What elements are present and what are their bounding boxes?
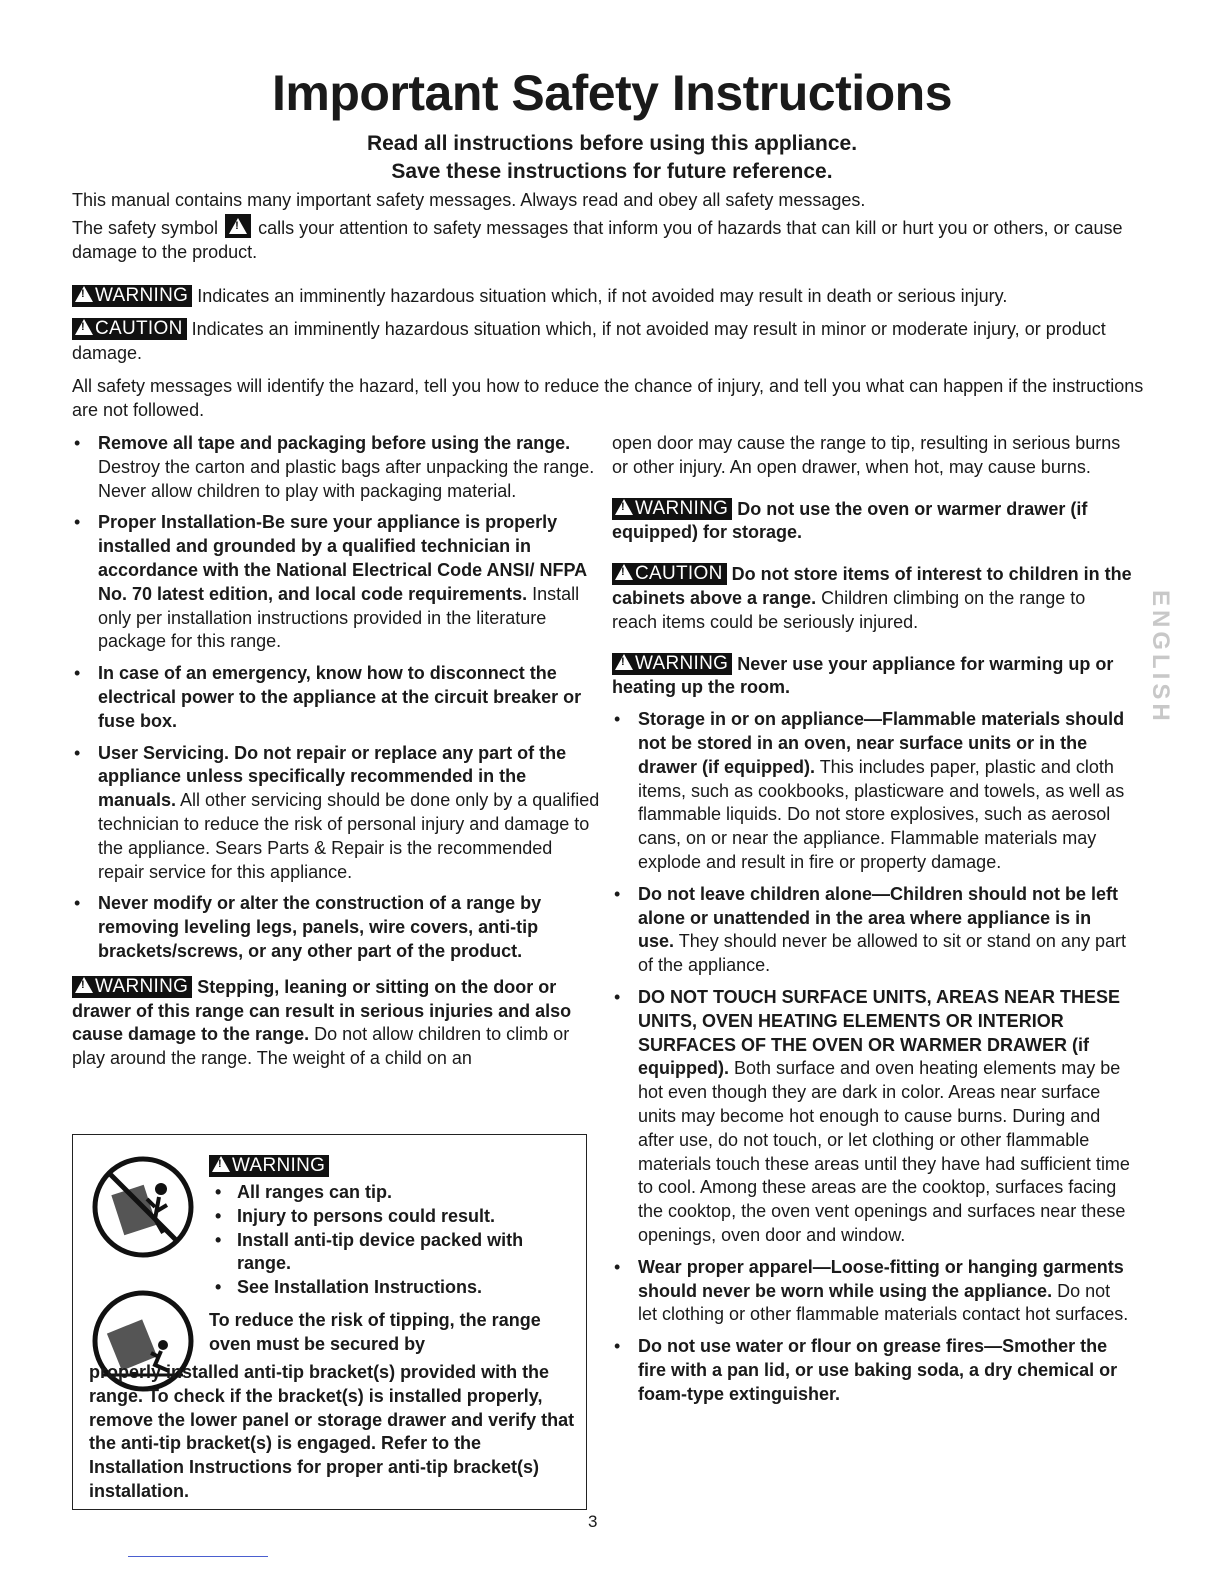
list-item: • Do not use water or flour on grease fires—Smother the fire with a pan lid, or use baking soda, a dry chemical or foam-type extinguisher. [612,1335,1132,1406]
safety-symbol-paragraph: The safety symbol ! calls your attention to safety messages that inform you of hazards that can kill or hurt you or others, or cause damage to the product. [72,214,1152,264]
list-item: • User Servicing. Do not repair or replace any part of the appliance unless specifically recommended in the manuals. All other servicing should be done only by a qualified technician to reduce the risk of personal injury and damage to the appliance. Sears Parts & Repair is the recommended repair service for this appliance. [72,742,600,885]
stepping-warning: !WARNING Stepping, leaning or sitting on the door or drawer of this range can result in serious injuries and also cause damage to the range. Do not allow children to climb or play around the range. The weight of a child on an [72,976,600,1071]
list-item: • Wear proper apparel—Loose-fitting or hanging garments should never be worn while using the appliance. Do not let clothing or other flammable materials contact hot surfaces. [612,1256,1132,1327]
list-item: • See Installation Instructions. [213,1276,578,1300]
warning-badge: !WARNING [612,498,732,520]
list-item: • Proper Installation-Be sure your appliance is properly installed and grounded by a qualified technician in accordance with the National Electrical Code ANSI/ NFPA No. 70 latest edition, and local code requirements. Install only per installation instructions provided in the literature package for this range. [72,511,600,654]
warning-badge: !WARNING [72,976,192,998]
list-item: • In case of an emergency, know how to disconnect the electrical power to the appliance at the circuit breaker or fuse box. [72,662,600,733]
list-item: • Do not leave children alone—Children should not be left alone or unattended in the area where appliance is in use. They should never be allowed to sit or stand on any part of the appliance. [612,883,1132,978]
subtitle-save: Save these instructions for future reference. [391,160,833,183]
continued-text: open door may cause the range to tip, resulting in serious burns or other injury. An open drawer, when hot, may cause burns. [612,433,1121,477]
subtitle-read: Read all instructions before using this appliance. [366,132,858,155]
list-item: • Storage in or on appliance—Flammable materials should not be stored in an oven, near surface units or in the drawer (if equipped). This includes paper, plastic and cloth items, such as cookbooks, plasticware and towels, as well as flammable liquids. Do not store explosives, such as aerosol cans, on or near the appliance. Flammable materials may explode and result in fire or property damage. [612,708,1132,875]
page-title: Important Safety Instructions [271,65,953,121]
tip-instructions-1: To reduce the risk of tipping, the range oven must be secured by [209,1310,541,1354]
warning-badge: !WARNING [209,1155,329,1177]
list-item: • DO NOT TOUCH SURFACE UNITS, AREAS NEAR THESE UNITS, OVEN HEATING ELEMENTS OR INTERIOR SURFACES OF THE OVEN OR WARMER DRAWER (if equipped). Both surface and oven heating elements may be hot even though they are dark in color. Areas near surface units may become hot enough to cause burns. During and after use, do not touch, or let clothing or other flammable materials touch these areas until they have had sufficient time to cool. Among these areas are the cooktop, surfaces facing the cooktop, the oven vent openings and surfaces near these openings, oven door and window. [612,986,1132,1248]
all-safety-paragraph: All safety messages will identify the hazard, tell you how to reduce the chance of injury, and tell you what can happen if the instructions are not followed. [72,376,1144,420]
caution-badge: !CAUTION [612,563,727,585]
list-item: • Injury to persons could result. [213,1205,578,1229]
list-item: • All ranges can tip. [213,1181,578,1205]
list-item: • Install anti-tip device packed with range. [213,1229,578,1277]
list-item: • Remove all tape and packaging before using the range. Destroy the carton and plastic bags after unpacking the range. Never allow children to play with packaging material. [72,432,600,503]
intro-paragraph: This manual contains many important safety messages. Always read and obey all safety messages. [72,190,866,210]
tip-warning-list [213,1181,578,1300]
language-side-tab: ENGLISH [1147,590,1174,725]
warning-badge: !WARNING [72,285,192,307]
caution-badge: !CAUTION [72,318,187,340]
warning-definition: !WARNING Indicates an imminently hazardous situation which, if not avoided may result in death or serious injury. [72,284,1152,308]
storage-warning: !WARNING Do not use the oven or warmer drawer (if equipped) for storage. [612,498,1132,546]
page-number: 3 [588,1512,598,1531]
anti-tip-warning-box [72,1134,587,1510]
right-column [612,432,1132,1414]
range-tip-prohibited-icon [89,1153,197,1261]
children-caution: !CAUTION Do not store items of interest to children in the cabinets above a range. Children climbing on the range to reach items could be seriously injured. [612,563,1132,634]
warning-badge: !WARNING [612,653,732,675]
heating-warning: !WARNING Never use your appliance for warming up or heating up the room. [612,653,1132,701]
safety-alert-icon [225,214,251,238]
tip-instructions-2: properly installed anti-tip bracket(s) provided with the range. To check if the bracket(s) is installed properly, remove the lower panel or storage drawer and verify that the anti-tip bracket(s) is engaged. Refer to the Installation Instructions for proper anti-tip bracket(s) installation. [89,1362,575,1501]
caution-definition: !CAUTION Indicates an imminently hazardous situation which, if not avoided may result in minor or moderate injury, or product damage. [72,317,1152,365]
divider [128,1556,268,1557]
list-item: • Never modify or alter the construction of a range by removing leveling legs, panels, wire covers, anti-tip brackets/screws, or any other part of the product. [72,892,600,963]
left-column [72,432,600,1081]
